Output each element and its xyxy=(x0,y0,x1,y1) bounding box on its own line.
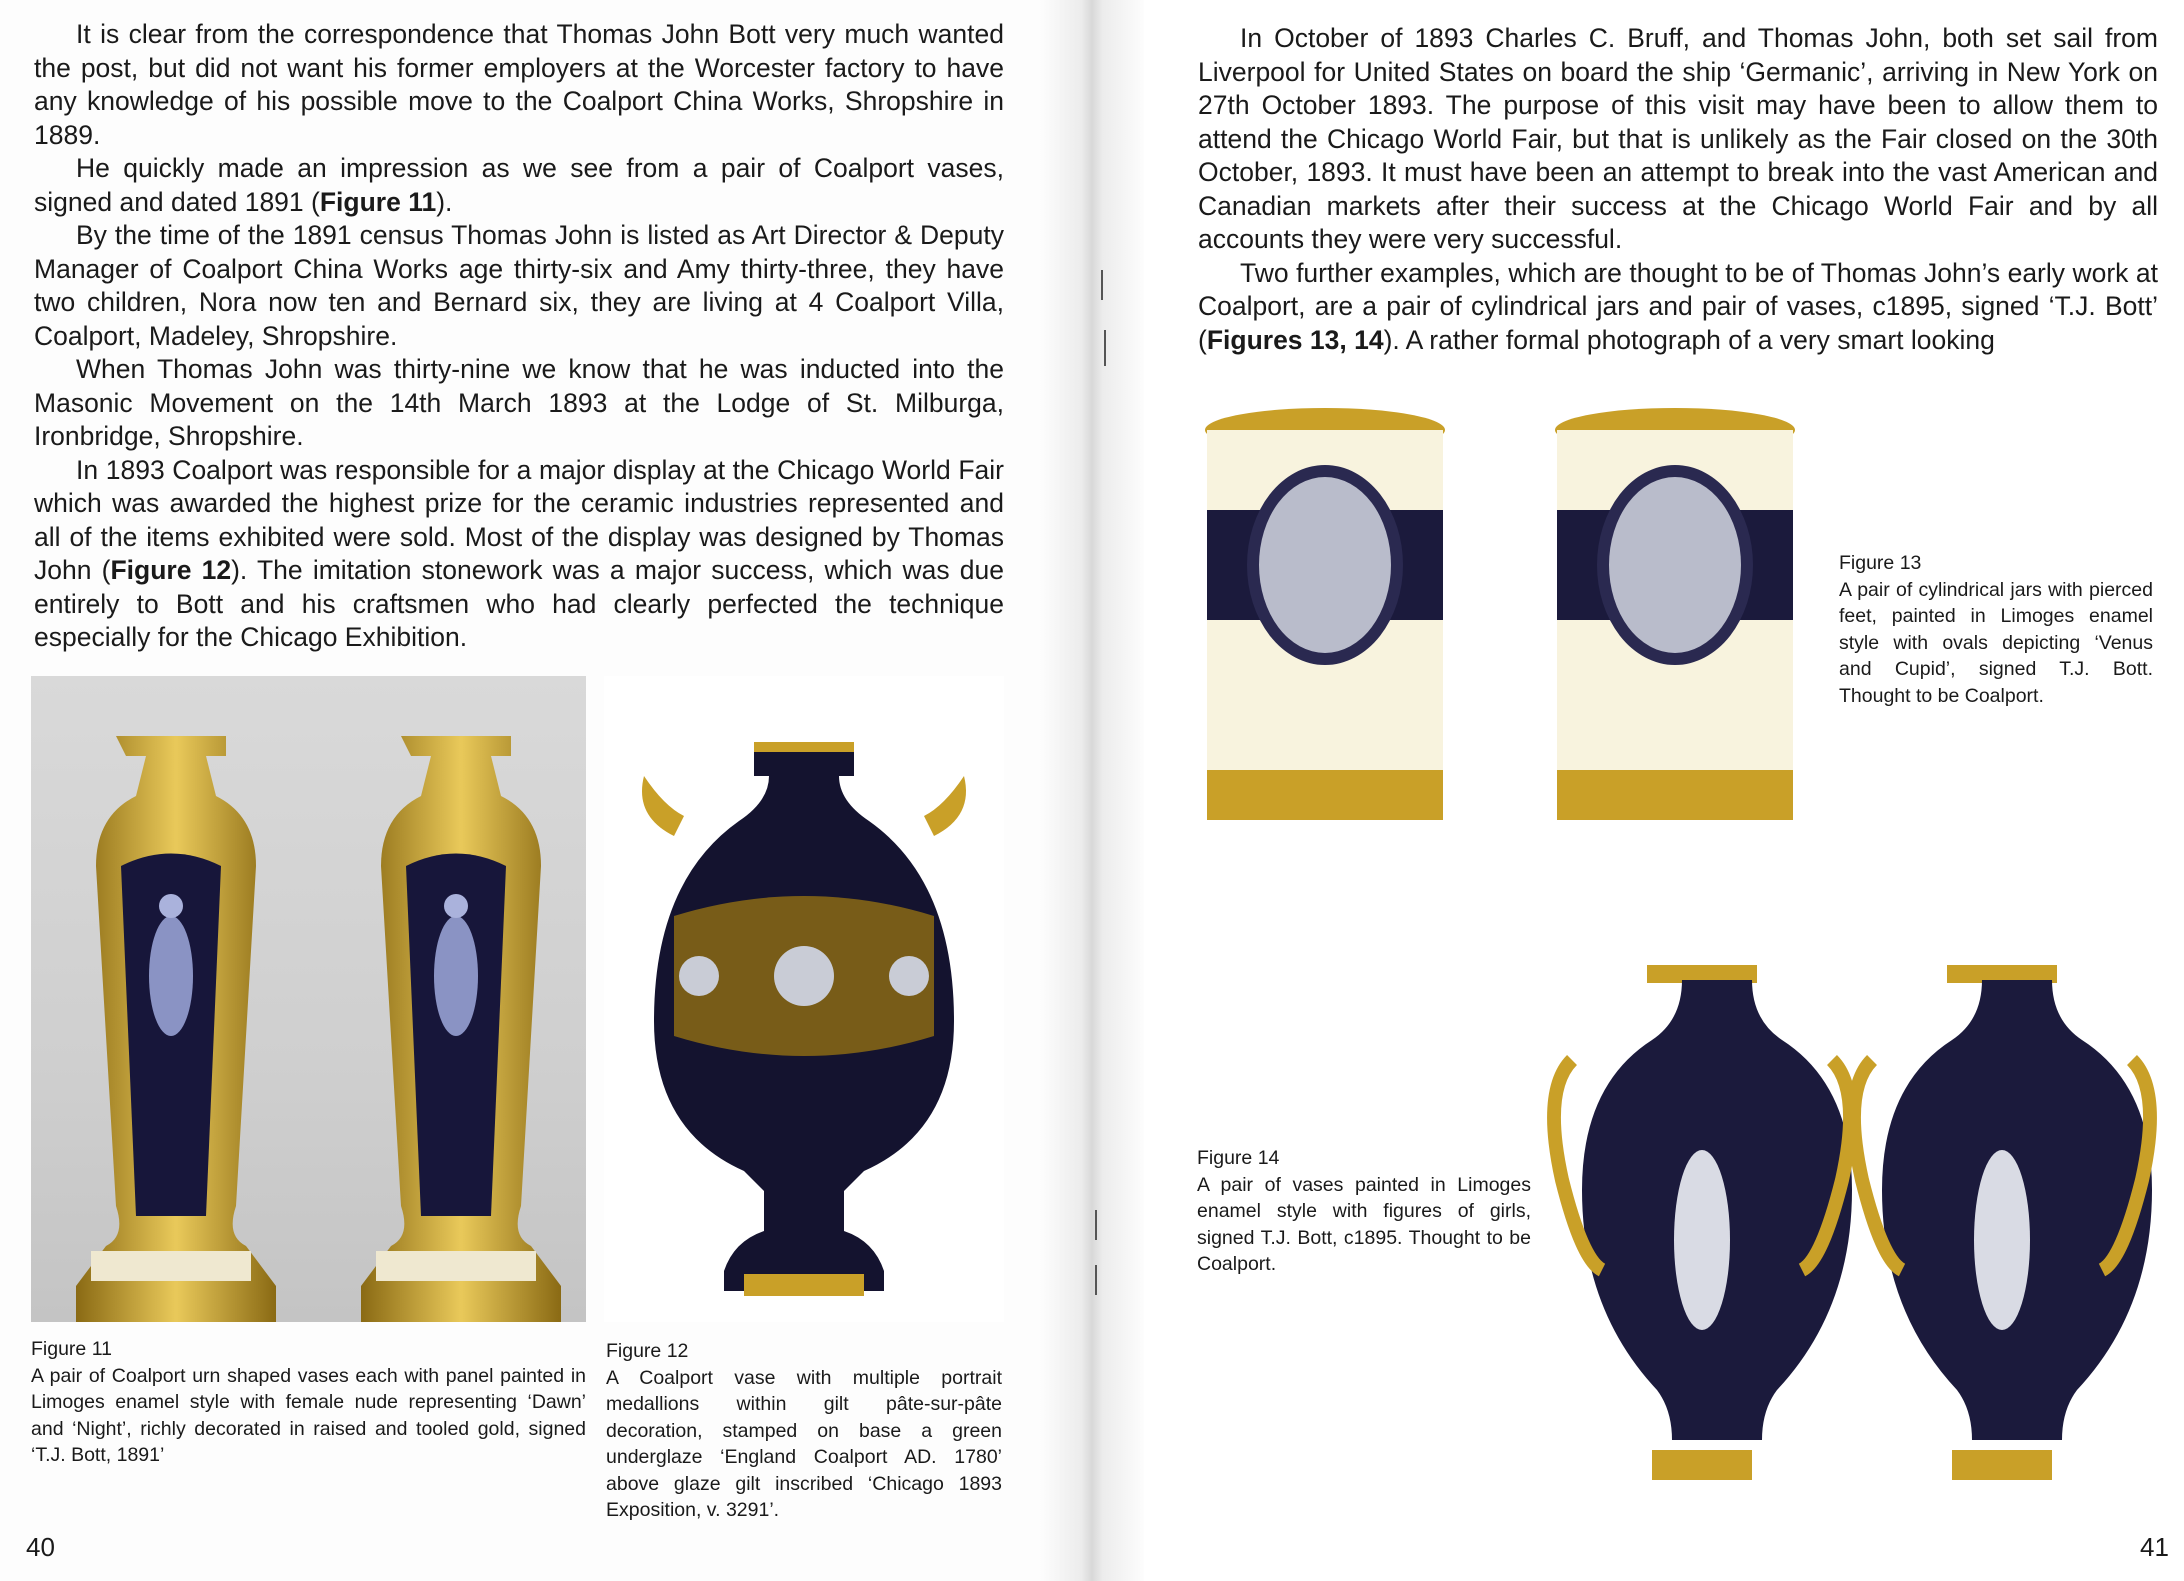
figure-14-text: A pair of vases painted in Limoges enamel style with figures of girls, signed T.J. Bott, c1895. Thought to be Coalport. xyxy=(1197,1173,1531,1275)
figure-11-photo xyxy=(31,676,586,1322)
figure-ref: Figures 13, 14 xyxy=(1206,324,1384,355)
figure-12-caption xyxy=(606,1338,1002,1524)
left-body-text xyxy=(34,18,1004,655)
figure-14-caption xyxy=(1197,1145,1531,1278)
paragraph-2: He quickly made an impression as we see from a pair of Coalport vases, signed and dated 1891 (Figure 11). xyxy=(34,153,1004,217)
figure-12-photo xyxy=(604,676,1004,1322)
paragraph-1: In October of 1893 Charles C. Bruff, and Thomas John, both set sail from Liverpool for United States on board the ship ‘Germanic’, arriving in New York on 27th October 1893. The purpose of this visit may have been to allow them to attend the Chicago World Fair, but that is unlikely as the Fair closed on the 30th October, 1893. It must have been an attempt to break into the vast American and Canadian markets after their success at the Chicago World Fair and by all accounts they were very successful. xyxy=(1198,23,2158,254)
figure-11-caption xyxy=(31,1336,586,1469)
paragraph-2: Two further examples, which are thought to be of Thomas John’s early work at Coalport, are a pair of cylindrical jars and pair of vases, c1895, signed ‘T.J. Bott’ (Figures 13, 14). A rather formal photograph of a very smart looking xyxy=(1198,257,2158,355)
figure-11-title: Figure 11 xyxy=(31,1338,112,1360)
figure-ref: Figure 12 xyxy=(110,555,232,585)
page-number-left: 40 xyxy=(26,1532,55,1562)
figure-13-text: A pair of cylindrical jars with pierced feet, painted in Limoges enamel style with ovals depicting ‘Venus and Cupid’, signed T.J. Bott. Thought to be Coalport. xyxy=(1839,578,2153,707)
paragraph-3: By the time of the 1891 census Thomas John is listed as Art Director & Deputy Manager of Coalport China Works age thirty-six and Amy thirty-three, they have two children, Nora now ten and Bernard six, they are living at 4 Coalport Villa, Coalport, Madeley, Shropshire. xyxy=(34,220,1004,351)
paragraph-4: When Thomas John was thirty-nine we know that he was inducted into the Masonic Movement on the 14th March 1893 at the Lodge of St. Milburga, Ironbridge, Shropshire. xyxy=(34,354,1004,451)
figure-14-photo xyxy=(1532,920,2172,1522)
right-body-text xyxy=(1198,22,2158,357)
figure-12-text: A Coalport vase with multiple portrait medallions within gilt pâte-sur-pâte decoration, stamped on base a green underglaze ‘England Coalport AD. 1780’ above glaze gilt inscribed ‘Chicago 1893 Exposition, v. 3291’. xyxy=(606,1366,1002,1521)
figure-13-photo xyxy=(1195,400,1935,850)
figure-11-text: A pair of Coalport urn shaped vases each with panel painted in Limoges enamel style with female nude representing ‘Dawn’ and ‘Night’, richly decorated in raised and tooled gold, signed ‘T.J. Bott, 1891’ xyxy=(31,1364,586,1466)
figure-ref: Figure 11 xyxy=(319,186,437,217)
page-number-right: 41 xyxy=(2140,1532,2169,1562)
figure-12-title: Figure 12 xyxy=(606,1340,689,1362)
paragraph-5: In 1893 Coalport was responsible for a major display at the Chicago World Fair which was awarded the highest prize for the ceramic industries represented and all of the items exhibited were sold. Most of the display was designed by Thomas John (Figure 12). The imitation stonework was a major success, which was due entirely to Bott and his craftsmen who had clearly perfected the technique especially for the Chicago Exhibition. xyxy=(34,454,1004,652)
figure-14-title: Figure 14 xyxy=(1197,1147,1280,1169)
figure-13-title: Figure 13 xyxy=(1839,552,1922,574)
right-page xyxy=(1092,0,2184,1581)
paragraph-1: It is clear from the correspondence that Thomas John Bott very much wanted the post, but did not want his former employers at the Worcester factory to have any knowledge of his possible move to the Coalport China Works, Shropshire in 1889. xyxy=(34,19,1004,150)
figure-13-caption xyxy=(1839,550,2153,709)
